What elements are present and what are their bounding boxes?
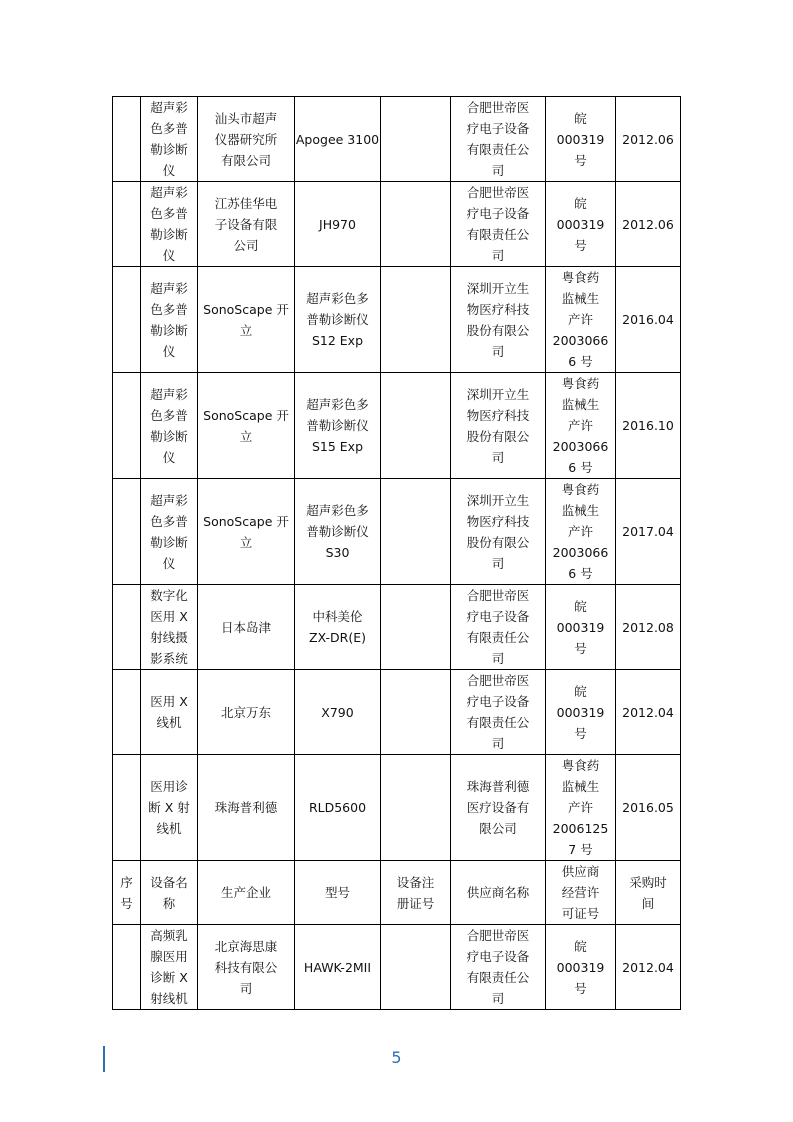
cell-maker: 汕头市超声 仪器研究所 有限公司 xyxy=(198,97,295,182)
cell-no xyxy=(113,97,141,182)
cell-model: 超声彩色多 普勒诊断仪 S30 xyxy=(295,479,381,585)
cell-maker: SonoScape 开 立 xyxy=(198,373,295,479)
table-row xyxy=(113,585,681,670)
cell-reg xyxy=(381,182,451,267)
cell-reg xyxy=(381,267,451,373)
cell-date: 2016.04 xyxy=(616,267,681,373)
cell-supplier: 合肥世帝医 疗电子设备 有限责任公 司 xyxy=(451,670,546,755)
cell-maker: 北京海思康 科技有限公 司 xyxy=(198,925,295,1010)
cell-reg xyxy=(381,373,451,479)
cell-model: Apogee 3100 xyxy=(295,97,381,182)
cell-no xyxy=(113,585,141,670)
cell-name: 超声彩 色多普 勒诊断 仪 xyxy=(141,97,198,182)
cell-no xyxy=(113,755,141,861)
cell-supplier: 深圳开立生 物医疗科技 股份有限公 司 xyxy=(451,479,546,585)
cell-model: 中科美伦 ZX-DR(E) xyxy=(295,585,381,670)
cell-no xyxy=(113,479,141,585)
cell-date: 2012.06 xyxy=(616,97,681,182)
cell-name: 超声彩 色多普 勒诊断 仪 xyxy=(141,267,198,373)
table-row xyxy=(113,925,681,1010)
cell-maker: 珠海普利德 xyxy=(198,755,295,861)
cell-no xyxy=(113,925,141,1010)
cell-supplier: 合肥世帝医 疗电子设备 有限责任公 司 xyxy=(451,182,546,267)
cell-model: X790 xyxy=(295,670,381,755)
cell-supplier: 深圳开立生 物医疗科技 股份有限公 司 xyxy=(451,373,546,479)
cell-name: 医用 X 线机 xyxy=(141,670,198,755)
table-row xyxy=(113,755,681,861)
cell-date: 2016.10 xyxy=(616,373,681,479)
cell-no xyxy=(113,182,141,267)
table-row xyxy=(113,97,681,182)
table-row xyxy=(113,479,681,585)
cell-license: 粤食药 监械生 产许 2006125 7 号 xyxy=(546,755,616,861)
cell-date: 2012.06 xyxy=(616,182,681,267)
cell-date: 采购时 间 xyxy=(616,861,681,925)
cell-model: 超声彩色多 普勒诊断仪 S12 Exp xyxy=(295,267,381,373)
cell-license: 皖 000319 号 xyxy=(546,585,616,670)
cell-license: 皖 000319 号 xyxy=(546,182,616,267)
cell-name: 超声彩 色多普 勒诊断 仪 xyxy=(141,373,198,479)
cell-maker: 北京万东 xyxy=(198,670,295,755)
cell-license: 皖 000319 号 xyxy=(546,670,616,755)
table-row xyxy=(113,267,681,373)
cell-no xyxy=(113,373,141,479)
cell-supplier: 深圳开立生 物医疗科技 股份有限公 司 xyxy=(451,267,546,373)
cell-supplier: 合肥世帝医 疗电子设备 有限责任公 司 xyxy=(451,97,546,182)
equipment-table xyxy=(112,96,681,1010)
cell-date: 2012.08 xyxy=(616,585,681,670)
cell-license: 粤食药 监械生 产许 2003066 6 号 xyxy=(546,267,616,373)
cell-license: 粤食药 监械生 产许 2003066 6 号 xyxy=(546,373,616,479)
cell-date: 2016.05 xyxy=(616,755,681,861)
cell-date: 2012.04 xyxy=(616,670,681,755)
table-row xyxy=(113,182,681,267)
cell-maker: SonoScape 开 立 xyxy=(198,267,295,373)
cell-reg xyxy=(381,97,451,182)
cell-license: 供应商 经营许 可证号 xyxy=(546,861,616,925)
cell-no: 序 号 xyxy=(113,861,141,925)
cell-name: 超声彩 色多普 勒诊断 仪 xyxy=(141,479,198,585)
cell-model: 型号 xyxy=(295,861,381,925)
cell-supplier: 供应商名称 xyxy=(451,861,546,925)
cell-date: 2012.04 xyxy=(616,925,681,1010)
cell-no xyxy=(113,670,141,755)
cell-reg xyxy=(381,755,451,861)
cell-supplier: 珠海普利德 医疗设备有 限公司 xyxy=(451,755,546,861)
cell-name: 医用诊 断 X 射 线机 xyxy=(141,755,198,861)
cell-date: 2017.04 xyxy=(616,479,681,585)
cell-license: 皖 000319 号 xyxy=(546,97,616,182)
cell-name: 高频乳 腺医用 诊断 X 射线机 xyxy=(141,925,198,1010)
cell-maker: SonoScape 开 立 xyxy=(198,479,295,585)
cell-name: 数字化 医用 X 射线摄 影系统 xyxy=(141,585,198,670)
cell-supplier: 合肥世帝医 疗电子设备 有限责任公 司 xyxy=(451,585,546,670)
cell-model: 超声彩色多 普勒诊断仪 S15 Exp xyxy=(295,373,381,479)
table-body xyxy=(113,97,681,1010)
cell-name: 超声彩 色多普 勒诊断 仪 xyxy=(141,182,198,267)
cell-model: HAWK-2MII xyxy=(295,925,381,1010)
table-header-row xyxy=(113,861,681,925)
cell-no xyxy=(113,267,141,373)
cell-license: 粤食药 监械生 产许 2003066 6 号 xyxy=(546,479,616,585)
cell-reg xyxy=(381,925,451,1010)
table-row xyxy=(113,373,681,479)
cell-reg xyxy=(381,479,451,585)
cell-maker: 日本岛津 xyxy=(198,585,295,670)
cell-maker: 江苏佳华电 子设备有限 公司 xyxy=(198,182,295,267)
page-number: 5 xyxy=(391,1048,402,1067)
cell-model: RLD5600 xyxy=(295,755,381,861)
cell-model: JH970 xyxy=(295,182,381,267)
cell-license: 皖 000319 号 xyxy=(546,925,616,1010)
cell-supplier: 合肥世帝医 疗电子设备 有限责任公 司 xyxy=(451,925,546,1010)
cell-reg xyxy=(381,585,451,670)
table-row xyxy=(113,670,681,755)
cell-reg xyxy=(381,670,451,755)
cell-name: 设备名 称 xyxy=(141,861,198,925)
cell-reg: 设备注 册证号 xyxy=(381,861,451,925)
cell-maker: 生产企业 xyxy=(198,861,295,925)
